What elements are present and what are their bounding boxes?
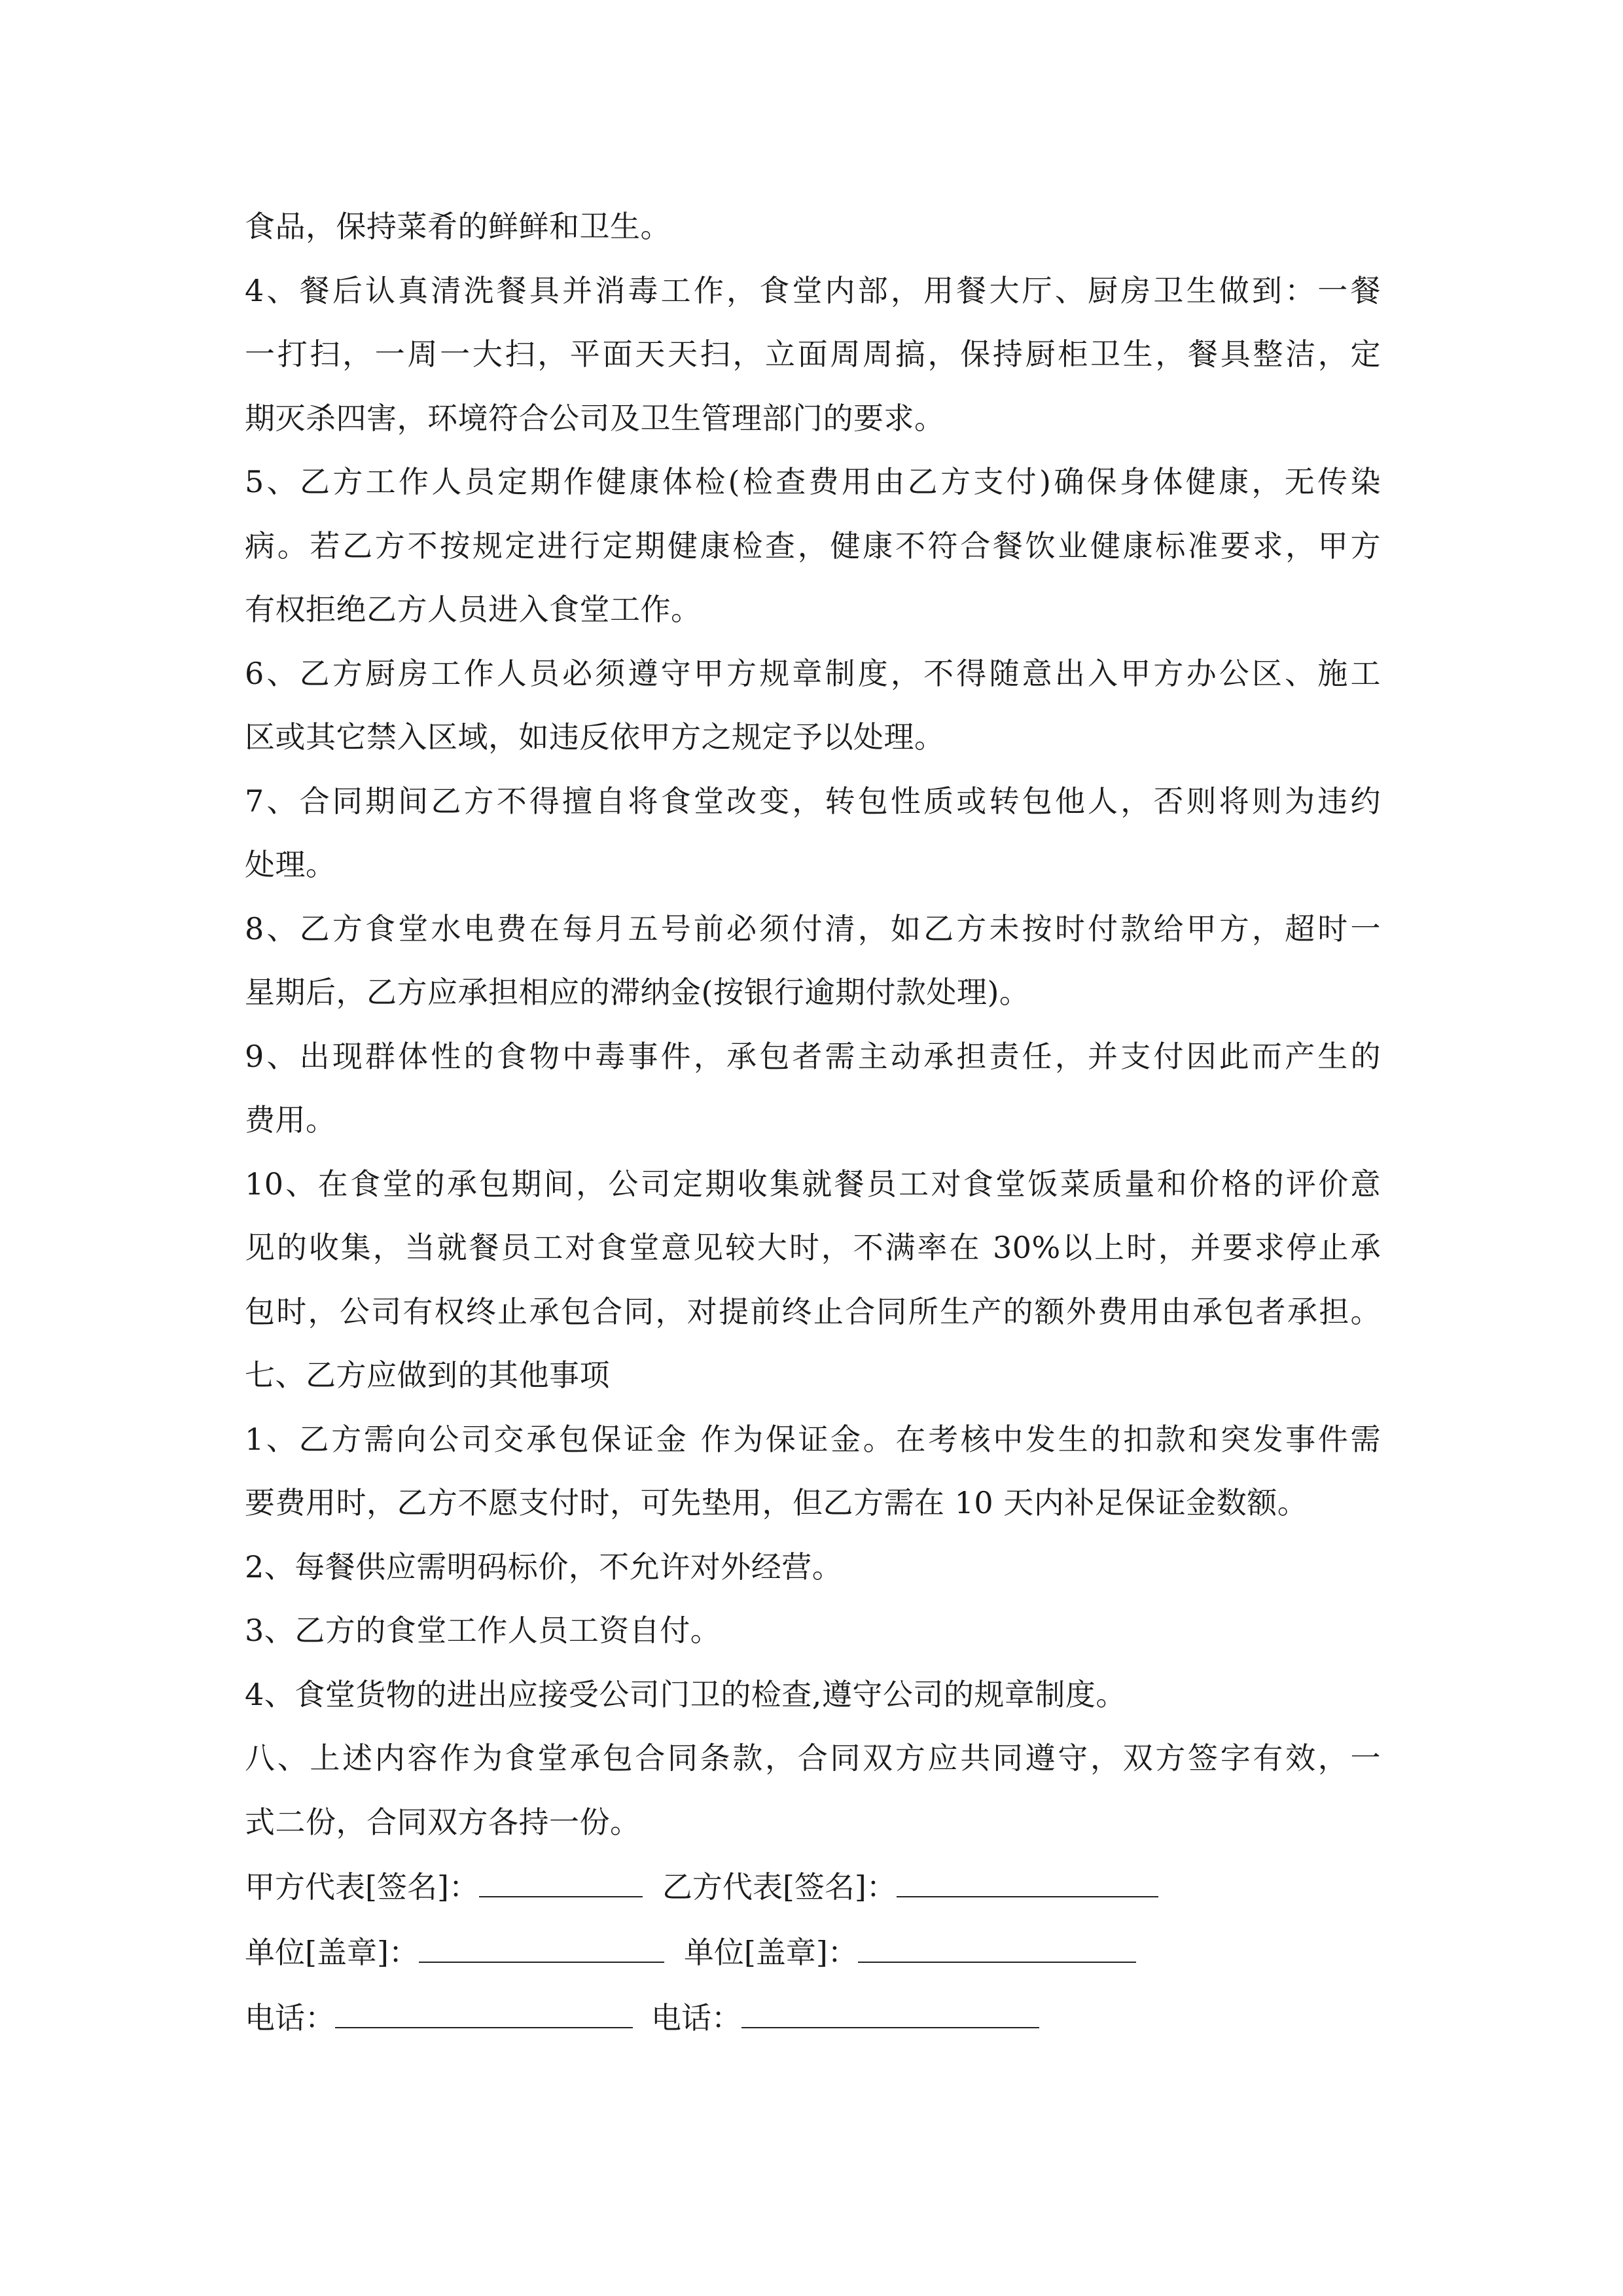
signature-row-units xyxy=(245,1920,1381,1985)
party-b-rep-label: 乙方代表[签名]： xyxy=(662,1869,897,1905)
party-a-rep-label: 甲方代表[签名]： xyxy=(245,1869,479,1905)
text-line: 处理。 xyxy=(245,847,336,882)
unit-a-blank xyxy=(419,1939,664,1963)
text-line: 5、乙方工作人员定期作健康体检(检查费用由乙方支付)确保身体健康，无传染 xyxy=(245,464,1381,499)
text-line: 6、乙方厨房工作人员必须遵守甲方规章制度，不得随意出入甲方办公区、施工 xyxy=(245,655,1381,691)
text-line: 有权拒绝乙方人员进入食堂工作。 xyxy=(245,592,702,627)
text-line: 见的收集，当就餐员工对食堂意见较大时，不满率在 30%以上时，并要求停止承 xyxy=(245,1230,1381,1265)
section-heading: 七、乙方应做到的其他事项 xyxy=(245,1357,610,1393)
contract-body xyxy=(245,195,1381,2051)
party-b-rep-blank xyxy=(897,1874,1158,1897)
signature-row-phones xyxy=(245,1985,1381,2051)
text-line: 9、出现群体性的食物中毒事件，承包者需主动承担责任，并支付因此而产生的 xyxy=(245,1038,1381,1074)
text-line: 期灭杀四害，环境符合公司及卫生管理部门的要求。 xyxy=(245,400,945,436)
text-line: 一打扫，一周一大扫，平面天天扫，立面周周搞，保持厨柜卫生，餐具整洁，定 xyxy=(245,336,1381,372)
text-line: 4、餐后认真清洗餐具并消毒工作，食堂内部，用餐大厅、厨房卫生做到：一餐 xyxy=(245,272,1381,308)
text-line: 区或其它禁入区域，如违反依甲方之规定予以处理。 xyxy=(245,719,945,755)
unit-a-label: 单位[盖章]： xyxy=(245,1935,419,1970)
phone-b-blank xyxy=(741,2005,1039,2028)
unit-b-label: 单位[盖章]： xyxy=(683,1935,858,1970)
text-line: 包时，公司有权终止承包合同，对提前终止合同所生产的额外费用由承包者承担。 xyxy=(245,1293,1381,1329)
text-line: 1、乙方需向公司交承包保证金 作为保证金。在考核中发生的扣款和突发事件需 xyxy=(245,1421,1381,1457)
text-line: 式二份，合同双方各持一份。 xyxy=(245,1804,641,1840)
text-line: 3、乙方的食堂工作人员工资自付。 xyxy=(245,1613,721,1648)
text-line: 病。若乙方不按规定进行定期健康检查，健康不符合餐饮业健康标准要求，甲方 xyxy=(245,528,1381,564)
text-line: 要费用时，乙方不愿支付时，可先垫用，但乙方需在 10 天内补足保证金数额。 xyxy=(245,1485,1308,1520)
text-line: 费用。 xyxy=(245,1102,336,1138)
phone-b-label: 电话： xyxy=(651,2000,741,2036)
text-line: 8、乙方食堂水电费在每月五号前必须付清，如乙方未按时付款给甲方，超时一 xyxy=(245,910,1381,946)
signature-row-representatives xyxy=(245,1854,1381,1920)
text-line: 2、每餐供应需明码标价，不允许对外经营。 xyxy=(245,1549,843,1585)
party-a-rep-blank xyxy=(479,1874,643,1897)
phone-a-blank xyxy=(335,2005,633,2028)
text-line: 7、合同期间乙方不得擅自将食堂改变，转包性质或转包他人，否则将则为违约 xyxy=(245,783,1381,819)
unit-b-blank xyxy=(858,1939,1136,1963)
text-line: 4、食堂货物的进出应接受公司门卫的检查,遵守公司的规章制度。 xyxy=(245,1676,1126,1712)
text-line: 10、在食堂的承包期间，公司定期收集就餐员工对食堂饭菜质量和价格的评价意 xyxy=(245,1166,1381,1202)
text-line: 食品，保持菜肴的鲜鲜和卫生。 xyxy=(245,209,671,244)
section-heading: 八、上述内容作为食堂承包合同条款，合同双方应共同遵守，双方签字有效，一 xyxy=(245,1740,1381,1776)
text-line: 星期后，乙方应承担相应的滞纳金(按银行逾期付款处理)。 xyxy=(245,975,1030,1010)
phone-a-label: 电话： xyxy=(245,2000,335,2036)
